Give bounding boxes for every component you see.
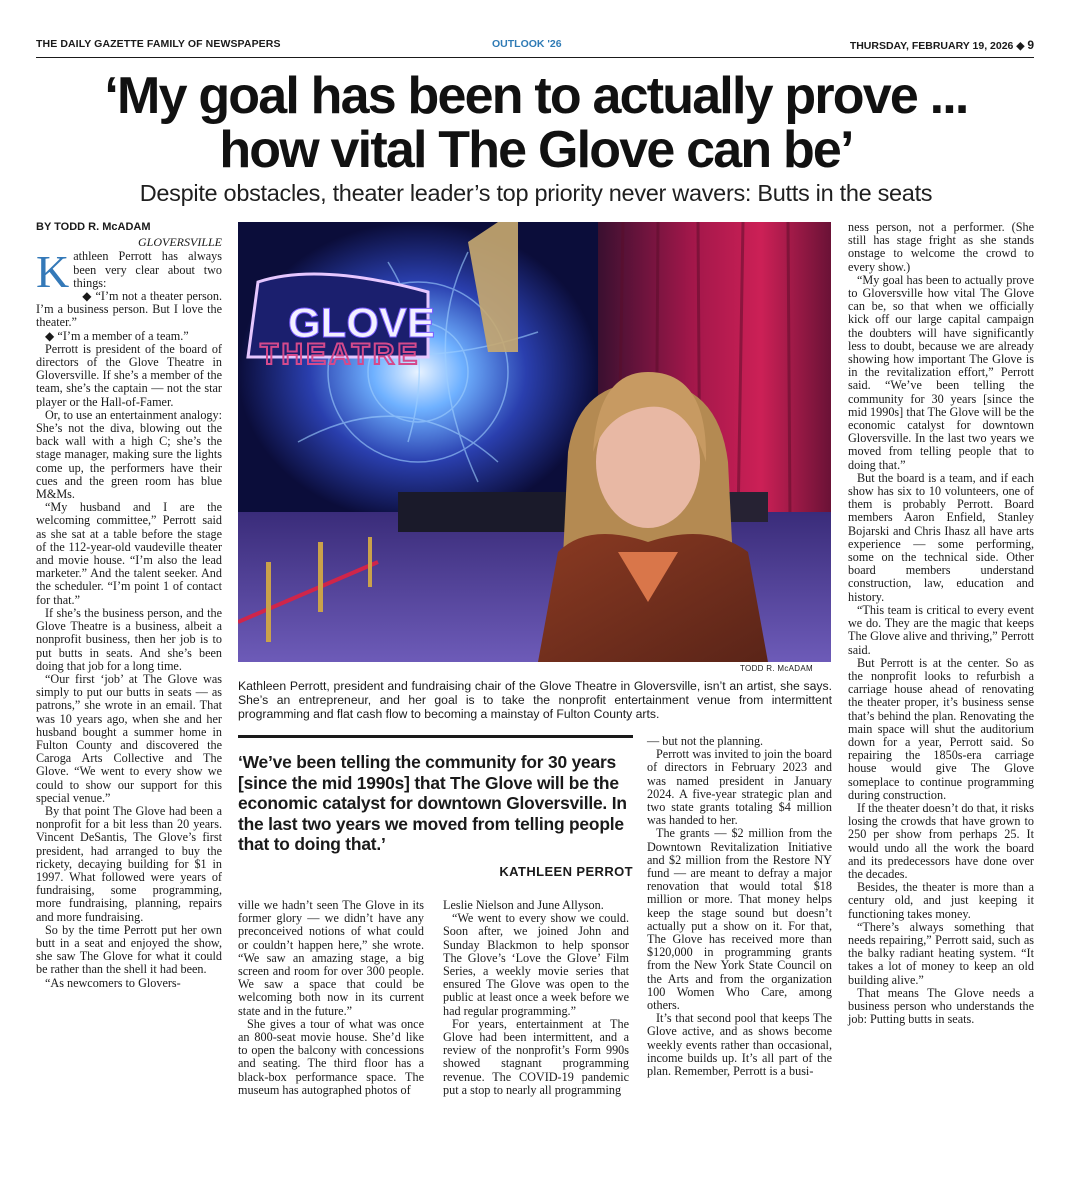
headline-line-1: ‘My goal has been to actually prove ...: [104, 67, 968, 125]
paragraph: Leslie Nielson and June Allyson.: [443, 898, 604, 912]
paragraph: “As newcomers to Glovers-: [45, 975, 181, 990]
pull-quote-attribution: KATHLEEN PERROT: [499, 863, 633, 879]
section-name: OUTLOOK '26: [492, 38, 562, 50]
dateline: GLOVERSVILLE: [138, 235, 222, 250]
paragraph: ◆ “I’m a member of a team.”: [45, 328, 189, 343]
paragraph: ◆ “I’m not a theater person. I’m a business person. But I love the theater.”: [36, 289, 222, 330]
paragraph: “My goal has been to actually prove to Gloversville how vital The Glove can be, so that when we officially kick off our large capital campaign the doubters will have significantly less to doubt, because we are already showing how important The Glove is in the revitalization effort,” Perrott said. “We’ve been telling the community for 30 years [since the mid 1990s] that The Glove will be the economic catalyst for downtown Gloversville. In the last two years we moved from telling people that to doing that.”: [848, 272, 1034, 472]
paragraph: “Our first ‘job’ at The Glove was simply to put our butts in seats — as patrons,” she wrote in an email. That was 10 years ago, when she and her husband bought a summer home in Fulton County and discovered the Caroga Arts Collective and The Glove. “We went to every show we could to show our support for this special venue.”: [36, 671, 222, 805]
paragraph: By that point The Glove had been a nonprofit for a bit less than 20 years. Vincent DeSantis, The Glove’s first president, had arranged to buy the rickety, decaying building for $1 in 1997. What followed were years of fundraising, some programming, more fundraising, planning, repairs and more fundraising.: [36, 803, 222, 924]
photo-caption: Kathleen Perrott, president and fundraising chair of the Glove Theatre in Gloversville, isn’t an artist, she says. She’s an entrepreneur, and her goal is to take the nonprofit entertainment venue from intermittent programming and flat cash flow to becoming a mainstay of Fulton County arts.: [238, 679, 832, 721]
paragraph: “There’s always something that needs repairing,” Perrott said, such as the balky radiant heating system. “It takes a lot of money to keep an old building alive.”: [848, 919, 1034, 987]
paragraph: But the board is a team, and if each show has six to 10 volunteers, one of them is probably Perrott. Board members Aaron Enfield, Stanley Bojarski and Chris Ihasz all have arts experience — some performing, some on the technical side. Other board members understand construction, law, education and history.: [848, 470, 1034, 604]
paragraph: “This team is critical to every event we do. They are the magic that keeps The Glove alive and thriving,” Perrott said.: [848, 602, 1034, 657]
paragraph: Besides, the theater is more than a century old, and just keeping it functioning takes money.: [848, 880, 1034, 921]
paragraph: But Perrott is at the center. So as the nonprofit looks to refurbish a carriage house ahead of renovating the theater proper, it’s business sense that’s behind the plan. Renovating the main space will shut the auditorium down for a year, Perrott said. So repairing the 1850s-era carriage house would give The Glove someplace to continue programming during construction.: [848, 655, 1034, 802]
paragraph: ness person, not a performer. (She still has stage fright as she stands onstage to welcome the crowd to every show.): [848, 220, 1034, 274]
paragraph: If she’s the business person, and the Glove Theatre is a business, albeit a nonprofit business, then her job is to put butts in seats. And she’s been doing that job for a long time.: [36, 605, 222, 673]
photo-credit: TODD R. McADAM: [740, 664, 813, 673]
publication-name: THE DAILY GAZETTE FAMILY OF NEWSPAPERS: [36, 38, 281, 50]
paragraph: She gives a tour of what was once an 800-seat movie house. She’d like to open the balcony with concessions and seating. The third floor has a black-box performance space. The museum has autographed photos of: [238, 1016, 424, 1097]
paragraph: The grants — $2 million from the Downtown Revitalization Initiative and $2 million from the Restore NY fund — are meant to defray a major renovation that would total $18 million or more. That money helps keep the stage sound but doesn’t actually put a show on it. For that, The Glove has received more than $120,000 in programming grants from the New York State Council on the Arts and from the organization 100 Women Who Care, among others.: [647, 826, 832, 1013]
paragraph: “My husband and I are the welcoming committee,” Perrott said as she sat at a table before the stage of the 112-year-old vaudeville theater and movie house. “I’m also the lead marketer.” And the talent seeker. And the scheduler. “I’m point 1 of contact for that.”: [36, 500, 222, 607]
headline-line-2: how vital The Glove can be’: [219, 121, 853, 179]
byline: BY TODD R. McADAM: [36, 221, 151, 233]
paragraph: It’s that second pool that keeps The Glove active, and as shows become weekly events rather than occasional, income builds up. It’s all part of the plan. Remember, Perrott is a busi-: [647, 1011, 832, 1079]
article-column-2: [238, 899, 424, 1097]
paragraph: For years, entertainment at The Glove had been intermittent, and a review of the nonprofit’s Form 990s showed stagnant programming revenue. The COVID-19 pandemic put a stop to nearly all programming: [443, 1016, 629, 1097]
lead-text: athleen Perrott has always been very clear about two things:: [73, 249, 222, 290]
article-column-1: [36, 221, 222, 990]
paragraph: ville we hadn’t seen The Glove in its former glory — we didn’t have any preconceived notions of what could or couldn’t happen here,” she wrote. “We saw an amazing stage, a big screen and room for over 300 people. We saw a space that could be welcoming both now in its current state and in the future.”: [238, 898, 424, 1018]
header-rule: [36, 57, 1034, 58]
paragraph: If the theater doesn’t do that, it risks losing the crowds that have grown to 250 per show from perhaps 25. It would undo all the work the board and its predecessors have done over the decades.: [848, 800, 1034, 881]
paragraph: “We went to every show we could. Soon after, we joined John and Sunday Blackmon to help sponsor The Glove’s ‘Love the Glove’ Film Series, a weekly movie series that ensured The Glove was open to the public at least once a week before we had regular programming.”: [443, 911, 629, 1018]
paragraph: That means The Glove needs a business person who understands the job: Putting butts in seats.: [848, 985, 1034, 1027]
paragraph: Perrott was invited to join the board of directors in February 2023 and was named president in January 2024. A five-year strategic plan and two state grants totaling $4 million was handed to her.: [647, 747, 832, 828]
paragraph: So by the time Perrott put her own butt in a seat and enjoyed the show, she saw The Glove for what it could be rather than the shell it had been.: [36, 922, 222, 977]
marquee-theatre-text: THEATRE: [260, 338, 421, 371]
pull-quote: [238, 740, 633, 890]
deck-subheadline: Despite obstacles, theater leader’s top priority never wavers: Butts in the seats: [139, 180, 933, 206]
paragraph: Perrott is president of the board of directors of the Glove Theatre in Gloversville. If she’s a member of the team, she’s the captain — not the star player or the Hall-of-Famer.: [36, 341, 222, 409]
article-photo: [238, 222, 831, 662]
date-text: THURSDAY, FEBRUARY 19, 2026 ◆: [849, 40, 1025, 52]
pull-quote-text: ‘We’ve been telling the community for 30 years [since the mid 1990s] that The Glove will be the economic catalyst for downtown Gloversville. In the last two years we moved from telling people that to doing that.’: [238, 752, 627, 854]
marquee-glove-text: GLOVE: [288, 299, 436, 346]
paragraph: Or, to use an entertainment analogy: She’s not the diva, blowing out the back wall with a high C; she’s the stage manager, making sure the lights come up, the performers have their cues and the green room has blue M&Ms.: [36, 407, 222, 502]
theater-photo-illustration: [238, 222, 831, 662]
issue-date: [850, 38, 1034, 52]
article-column-3: [443, 899, 629, 1097]
paragraph: — but not the planning.: [647, 734, 764, 748]
lead-paragraph: [36, 246, 222, 298]
article-column-4: [647, 735, 832, 1078]
drop-cap: K: [36, 246, 70, 298]
pull-quote-rule: [238, 735, 633, 738]
page-number: 9: [1027, 38, 1034, 52]
article-column-5: [848, 221, 1034, 1026]
page-header: [36, 36, 1034, 56]
